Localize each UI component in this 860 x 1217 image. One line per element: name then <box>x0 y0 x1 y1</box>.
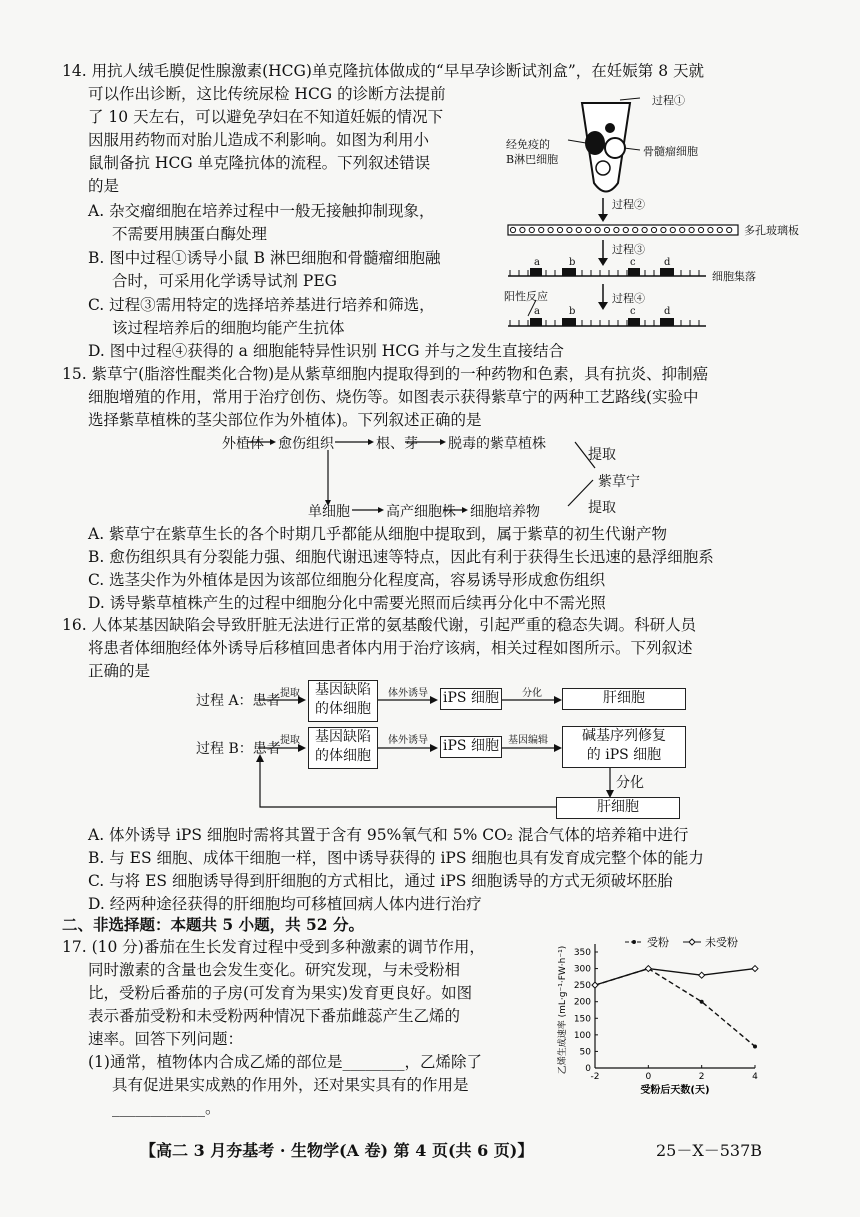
plate-well <box>717 227 722 232</box>
q17-line-4: 表示番茄受粉和未受粉两种情况下番茄雌蕊产生乙烯的 <box>88 1007 461 1025</box>
route-b-defect-1: 基因缺陷 <box>315 729 371 745</box>
series-line-unpollinated <box>595 969 755 986</box>
flow-explant: 外植体 <box>222 436 264 452</box>
plate-well <box>708 227 713 232</box>
q15-option-d: D. 诱导紫草植株产生的过程中细胞分化中需要光照而后续再分化中不需光照 <box>88 594 606 612</box>
flow-extract-1: 提取 <box>588 447 616 463</box>
y-tick-label: 250 <box>573 981 591 992</box>
b-cell-label-2: B淋巴细胞 <box>506 153 559 166</box>
legend-marker-pollinated <box>632 940 636 944</box>
q17-sub1-c: ____________。 <box>112 1099 221 1117</box>
colony-b: b <box>569 257 576 268</box>
route-a-defect-box <box>308 680 378 722</box>
route-a-extract: 提取 <box>280 688 300 699</box>
myeloma-label: 骨髓瘤细胞 <box>643 145 698 158</box>
x-tick-label: 0 <box>645 1072 652 1082</box>
q15-option-a: A. 紫草宁在紫草生长的各个时期几乎都能从细胞中提取到，属于紫草的初生代谢产物 <box>88 525 668 543</box>
plate-well <box>670 227 675 232</box>
q14-line-4: 因服用药物而对胎儿造成不利影响。如图为利用小 <box>88 131 430 149</box>
x-tick-label: 2 <box>698 1072 705 1082</box>
plate-well <box>614 227 619 232</box>
q17-line-1: 17. (10 分)番茄在生长发育过程中受到多种激素的调节作用， <box>62 938 485 956</box>
q17-sub1-a: (1)通常，植物体内合成乙烯的部位是________，乙烯除了 <box>88 1053 482 1071</box>
myeloma-cell <box>605 138 625 158</box>
q14-option-b-cont: 合时，可采用化学诱导试剂 PEG <box>112 272 338 290</box>
route-a-liver-box: 肝细胞 <box>562 688 686 710</box>
positive-label: 阳性反应 <box>504 290 548 303</box>
plate-well <box>510 227 515 232</box>
y-axis-label: 乙烯生成速率 (mL·g⁻¹·FW·h⁻¹) <box>558 945 568 1075</box>
b-cell-label-1: 经免疫的 <box>506 138 550 151</box>
route-a-induce: 体外诱导 <box>388 688 428 699</box>
flow-callus: 愈伤组织 <box>278 436 334 452</box>
q15-option-b: B. 愈伤组织具有分裂能力强、细胞代谢迅速等特点，因此有利于获得生长迅速的悬浮细胞系 <box>88 548 714 566</box>
route-a-label: 过程 A：患者 <box>196 693 281 709</box>
route-b-label: 过程 B：患者 <box>196 741 281 757</box>
q16-option-b: B. 与 ES 细胞、成体干细胞一样，图中诱导获得的 iPS 细胞也具有发育成完整个体的能力 <box>88 849 704 867</box>
flow-extract-2: 提取 <box>588 500 616 516</box>
q16-line-1: 16. 人体某基因缺陷会导致肝脏无法进行正常的氨基酸代谢，引起严重的稳态失调。科研人员 <box>62 616 697 634</box>
q15-line-3: 选择紫草植株的茎尖部位作为外植体)。下列叙述正确的是 <box>88 411 482 429</box>
row2-c: c <box>630 306 636 317</box>
y-tick-label: 150 <box>573 1014 591 1025</box>
route-a-defect-1: 基因缺陷 <box>315 682 371 698</box>
flow-single-cell: 单细胞 <box>308 504 350 520</box>
flow-plant: 脱毒的紫草植株 <box>448 436 546 452</box>
series-line-pollinated <box>595 969 755 1047</box>
q15-option-c: C. 选茎尖作为外植体是因为该部位细胞分化程度高，容易诱导形成愈伤组织 <box>88 571 606 589</box>
route-b-extract: 提取 <box>280 735 300 746</box>
y-tick-label: 100 <box>573 1030 591 1041</box>
q14-line-5: 鼠制备抗 HCG 单克隆抗体的流程。下列叙述错误 <box>88 154 431 172</box>
colony-label: 细胞集落 <box>712 270 756 283</box>
q14-option-d: D. 图中过程④获得的 a 细胞能特异性识别 HCG 并与之发生直接结合 <box>88 342 564 360</box>
data-point-unpollinated <box>699 972 705 978</box>
q14-option-c: C. 过程③需用特定的选择培养基进行培养和筛选， <box>88 296 435 314</box>
x-tick-label: 4 <box>752 1072 758 1082</box>
plate-well <box>623 227 628 232</box>
q14-option-b: B. 图中过程①诱导小鼠 B 淋巴细胞和骨髓瘤细胞融 <box>88 249 441 267</box>
row2-b: b <box>569 306 576 317</box>
data-point-pollinated <box>753 1044 757 1048</box>
route-a-defect-2: 的体细胞 <box>315 701 371 717</box>
flow-high-yield: 高产细胞株 <box>386 504 456 520</box>
route-b-induce: 体外诱导 <box>388 735 428 746</box>
plate-well <box>567 227 572 232</box>
plate-label: 多孔玻璃板 <box>744 224 799 237</box>
x-tick-label: -2 <box>590 1072 600 1082</box>
route-a-diff: 分化 <box>522 688 542 699</box>
route-b-diff: 分化 <box>616 775 644 791</box>
footer-left: 【高二 3 月夯基考 · 生物学(A 卷) 第 4 页(共 6 页)】 <box>140 1141 534 1160</box>
q14-option-a-cont: 不需要用胰蛋白酶处理 <box>112 225 268 243</box>
process2-label: 过程② <box>612 198 645 211</box>
route-b-liver-box: 肝细胞 <box>556 797 680 819</box>
q16-line-2: 将患者体细胞经体外诱导后移植回患者体内用于治疗该病，相关过程如图所示。下列叙述 <box>88 639 693 657</box>
q14-line-3: 了 10 天左右，可以避免孕妇在不知道妊娠的情况下 <box>88 108 444 126</box>
section-2-heading: 二、非选择题：本题共 5 小题，共 52 分。 <box>62 915 364 934</box>
legend-marker-unpollinated <box>689 939 695 945</box>
q14-line-2: 可以作出诊断，这比传统尿检 HCG 的诊断方法提前 <box>88 85 446 103</box>
route-b-defect-box <box>308 727 378 769</box>
y-tick-label: 200 <box>573 997 591 1008</box>
plate-well <box>633 227 638 232</box>
flow-product: 紫草宁 <box>598 474 640 490</box>
q14-line-1: 14. 用抗人绒毛膜促性腺激素(HCG)单克隆抗体做成的“早早孕诊断试剂盒”，在妊娠第 8 天就 <box>62 62 704 80</box>
y-tick-label: 0 <box>585 1064 591 1074</box>
route-b-repair-box <box>562 726 686 768</box>
plate-well <box>698 227 703 232</box>
q14-line-6: 的是 <box>88 177 120 195</box>
process1-label: 过程① <box>652 94 685 107</box>
plate-well <box>604 227 609 232</box>
flow-root-bud: 根、芽 <box>376 436 418 452</box>
q14-option-c-cont: 该过程培养后的细胞均能产生抗体 <box>112 319 345 337</box>
flow-culture: 细胞培养物 <box>470 504 540 520</box>
q16-option-c: C. 与将 ES 细胞诱导得到肝细胞的方式相比，通过 iPS 细胞诱导的方式无须破坏胚胎 <box>88 872 673 890</box>
plate-well <box>642 227 647 232</box>
plate-well <box>661 227 666 232</box>
route-b-ips-box: iPS 细胞 <box>440 736 502 758</box>
ethylene-chart <box>555 930 765 1095</box>
legend-unpollinated: 未受粉 <box>705 936 738 949</box>
plate-well <box>557 227 562 232</box>
plate-well <box>595 227 600 232</box>
row2-d: d <box>664 306 671 317</box>
plate-well <box>520 227 525 232</box>
process4-label: 过程④ <box>612 292 645 305</box>
plate-well <box>548 227 553 232</box>
data-point-unpollinated <box>752 966 758 972</box>
q16-option-d: D. 经两种途径获得的肝细胞均可移植回病人体内进行治疗 <box>88 895 482 913</box>
y-tick-label: 50 <box>579 1047 591 1058</box>
q14-option-a: A. 杂交瘤细胞在培养过程中一般无接触抑制现象， <box>88 202 435 220</box>
y-tick-label: 300 <box>573 964 591 975</box>
q17-line-2: 同时激素的含量也会发生变化。研究发现，与未受粉相 <box>88 961 461 979</box>
q16-line-3: 正确的是 <box>88 662 151 680</box>
route-b-edit: 基因编辑 <box>508 735 548 746</box>
plate-well <box>576 227 581 232</box>
plate-well <box>539 227 544 232</box>
q17-line-5: 速率。回答下列问题： <box>88 1030 244 1048</box>
plate-well <box>529 227 534 232</box>
route-a-ips-box: iPS 细胞 <box>440 688 502 710</box>
colony-d: d <box>664 257 671 268</box>
x-axis-label: 受粉后天数(天) <box>640 1085 710 1095</box>
row2-a: a <box>534 306 540 317</box>
legend-pollinated: 受粉 <box>647 936 669 949</box>
q16-option-a: A. 体外诱导 iPS 细胞时需将其置于含有 95%氧气和 5% CO₂ 混合气体的培养箱中进行 <box>88 826 689 844</box>
plate-well <box>727 227 732 232</box>
route-b-defect-2: 的体细胞 <box>315 748 371 764</box>
q17-sub1-b: 具有促进果实成熟的作用外，还对果实具有的作用是 <box>112 1076 469 1094</box>
y-tick-label: 350 <box>573 948 591 958</box>
plate-well <box>689 227 694 232</box>
plate-well <box>586 227 591 232</box>
process3-label: 过程③ <box>612 243 645 256</box>
footer-right: 25－X－537B <box>656 1141 763 1160</box>
data-point-unpollinated <box>592 982 598 988</box>
q15-line-2: 细胞增殖的作用，常用于治疗创伤、烧伤等。如图表示获得紫草宁的两种工艺路线(实验中 <box>88 388 699 406</box>
plate-well <box>680 227 685 232</box>
q15-line-1: 15. 紫草宁(脂溶性醌类化合物)是从紫草细胞内提取得到的一种药物和色素，具有抗炎、抑制癌 <box>62 365 709 383</box>
b-cell <box>585 131 605 155</box>
multiwell-plate <box>508 225 738 235</box>
q17-line-3: 比，受粉后番茄的子房(可发育为果实)发育更良好。如图 <box>88 984 473 1002</box>
colony-c: c <box>630 257 636 268</box>
data-point-pollinated <box>700 1000 704 1004</box>
plate-well <box>651 227 656 232</box>
route-b-repair-2: 的 iPS 细胞 <box>586 747 662 763</box>
colony-a: a <box>534 257 540 268</box>
route-b-repair-1: 碱基序列修复 <box>582 728 666 744</box>
